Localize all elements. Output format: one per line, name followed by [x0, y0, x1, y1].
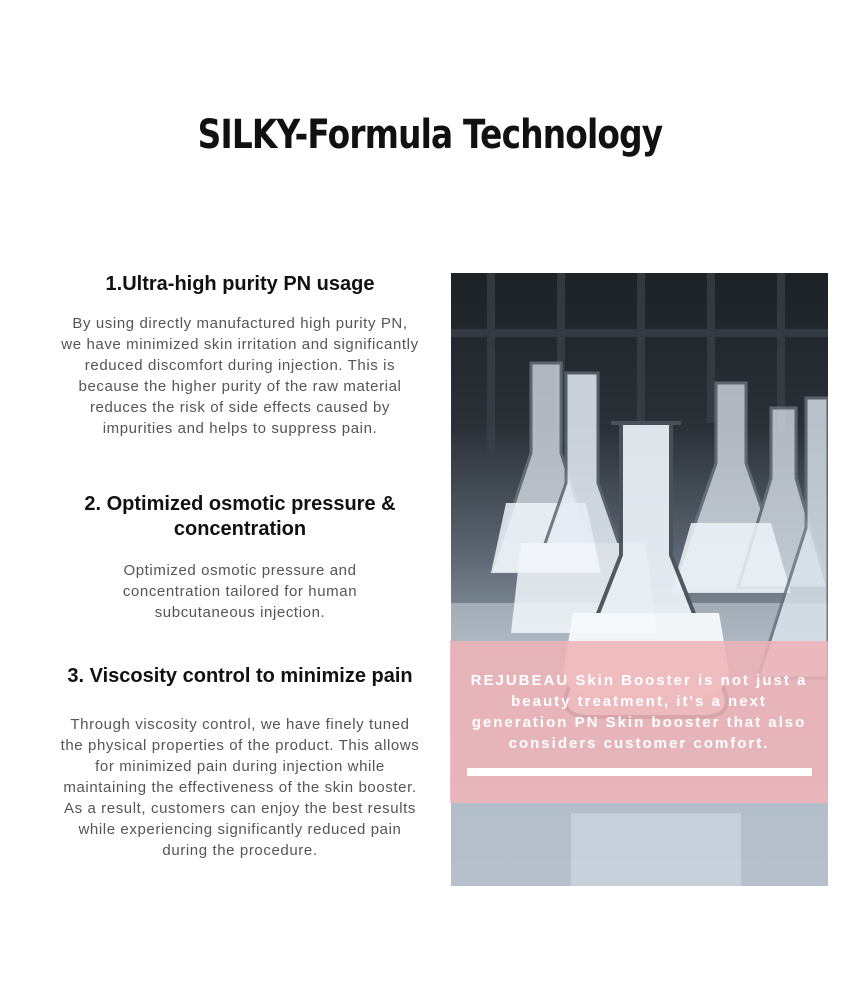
- feature-body: Through viscosity control, we have finely tuned the physical properties of the product. This allows for minimized pain during injection while maintaining the effectiveness of the skin booster. As a result, customers can enjoy the best results while experiencing significantly reduced pain during the procedure.: [60, 716, 420, 859]
- feature-purity: [55, 272, 425, 439]
- banner-divider-bar: [467, 768, 812, 776]
- feature-body: By using directly manufactured high purity PN, we have minimized skin irritation and significantly reduced discomfort during injection. This is because the higher purity of the raw material reduces the risk of side effects caused by impurities and helps to suppress pain.: [61, 315, 419, 437]
- feature-heading: 1.Ultra-high purity PN usage: [105, 273, 375, 295]
- feature-osmotic: [55, 492, 425, 623]
- feature-viscosity: [55, 664, 425, 861]
- feature-heading: 3. Viscosity control to minimize pain: [67, 665, 413, 687]
- feature-body: Optimized osmotic pressure and concentration tailored for human subcutaneous injection.: [122, 562, 358, 621]
- feature-heading: 2. Optimized osmotic pressure & concentration: [84, 493, 396, 540]
- highlight-banner: [450, 641, 828, 803]
- page-title: SILKY-Formula Technology: [197, 112, 663, 158]
- banner-text: REJUBEAU Skin Booster is not just a beauty treatment, it's a next generation PN Skin booster that also considers customer comfort.: [470, 672, 808, 752]
